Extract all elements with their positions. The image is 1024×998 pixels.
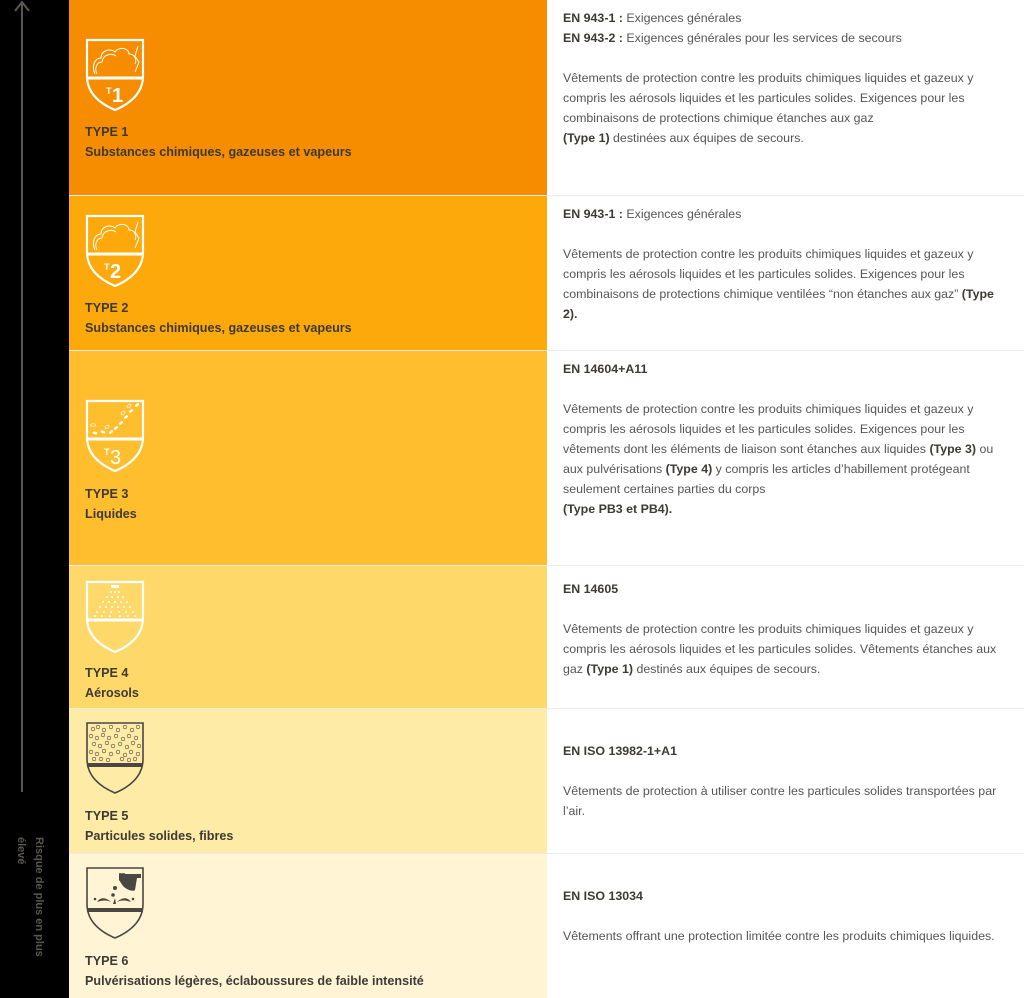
table-row-type3: [69, 350, 1024, 565]
type4-title: TYPE 4: [85, 666, 129, 680]
desc-bold: (Type 3): [929, 442, 977, 456]
standard-code: EN 943-1 :: [563, 11, 623, 25]
desc-bold: (Type 2).: [563, 287, 994, 321]
svg-text:3: 3: [110, 447, 122, 469]
desc-bold: (Type 1): [586, 662, 634, 676]
standard-code: EN ISO 13034: [563, 889, 643, 903]
axis-label: [12, 837, 48, 997]
desc-part: Vêtements de protection à utiliser contre les particules solides transportées par l’air.: [563, 784, 997, 818]
type5-name: Particules solides, fibres: [85, 829, 234, 843]
type6-cell: [69, 854, 547, 998]
description-text: [563, 781, 1008, 821]
type6-name: Pulvérisations légères, éclaboussures de faible intensité: [85, 974, 424, 988]
type2-title: TYPE 2: [85, 301, 129, 315]
type2-name: Substances chimiques, gazeuses et vapeurs: [85, 321, 352, 335]
type3-name: Liquides: [85, 507, 137, 521]
svg-text:T: T: [106, 86, 112, 96]
standard-text: Exigences générales: [622, 207, 742, 221]
svg-text:1: 1: [112, 85, 124, 107]
desc-part: Vêtements de protection contre les produits chimiques liquides et gazeux y compris les aérosols liquides et les particules solides. Exigences pour les combinaisons de protections chimique ventilées “non étanches aux gaz”: [563, 247, 974, 301]
standard-code: EN ISO 13982-1+A1: [563, 744, 677, 758]
standard-code: EN 14604+A11: [563, 362, 648, 376]
axis-label-line2: élevé: [15, 837, 27, 865]
desc-part: y compris les articles d’habillement protégeant seulement certaines parties du corps: [563, 462, 970, 496]
desc-part: destinées aux équipes de secours.: [609, 131, 804, 145]
standard-line: [563, 8, 1008, 28]
description-text: [563, 619, 1008, 679]
table-row-type5: [69, 708, 1024, 853]
type2-cell: [69, 196, 547, 350]
type5-title: TYPE 5: [85, 809, 129, 823]
type6-title: TYPE 6: [85, 954, 129, 968]
desc-part: destinés aux équipes de secours.: [633, 662, 821, 676]
type6-description: [547, 854, 1024, 998]
desc-part: Vêtements de protection contre les produits chimiques liquides et gazeux y compris les aérosols liquides et les particules solides. Exigences pour les combinaisons de protections chimique étanches aux gaz: [563, 71, 974, 125]
standard-line: [563, 28, 1008, 48]
desc-part: Vêtements offrant une protection limitée contre les produits chimiques liquides.: [563, 929, 995, 943]
description-text: [563, 244, 1008, 324]
type4-cell: [69, 566, 547, 708]
svg-text:T: T: [104, 262, 110, 272]
desc-part: ou aux pulvérisations: [563, 442, 994, 476]
description-text: [563, 399, 1008, 519]
axis-line: [21, 2, 23, 792]
standard-code: EN 943-2 :: [563, 31, 623, 45]
table-row-type2: [69, 195, 1024, 350]
standard-text: Exigences générales: [622, 11, 742, 25]
type6-label: [85, 951, 424, 991]
type1-name: Substances chimiques, gazeuses et vapeurs: [85, 145, 352, 159]
type5-cell: [69, 709, 547, 853]
shield-particles-icon: [85, 721, 145, 795]
protection-types-table: [69, 0, 1024, 998]
type4-name: Aérosols: [85, 686, 139, 700]
desc-part: Vêtements de protection contre les produits chimiques liquides et gazeux y compris les aérosols liquides et les particules solides. Exigences pour les vêtements dont les éléments de liaison sont étanches aux liquides: [563, 402, 974, 456]
type2-label: [85, 298, 352, 338]
type3-label: [85, 484, 137, 524]
shield-liquid-t3-icon: [85, 399, 145, 473]
standard-line: [563, 204, 1008, 224]
shield-gas-t1-icon: [85, 38, 145, 112]
type3-description: [547, 351, 1024, 565]
type4-label: [85, 663, 139, 703]
standard-code: EN 943-1 :: [563, 207, 623, 221]
standard-text: Exigences générales pour les services de secours: [622, 31, 902, 45]
type1-cell: [69, 0, 547, 195]
description-text: [563, 68, 1008, 148]
table-row-type1: [69, 0, 1024, 195]
table-row-type6: [69, 853, 1024, 998]
type1-description: [547, 0, 1024, 195]
type2-description: [547, 196, 1024, 350]
type3-cell: [69, 351, 547, 565]
type1-title: TYPE 1: [85, 125, 129, 139]
risk-axis: [0, 0, 69, 997]
shield-splash-icon: [85, 866, 145, 940]
desc-bold: (Type PB3 et PB4).: [563, 502, 673, 516]
type1-label: [85, 122, 352, 162]
description-text: [563, 926, 1008, 946]
table-row-type4: [69, 565, 1024, 708]
type3-title: TYPE 3: [85, 487, 129, 501]
desc-bold: (Type 4): [665, 462, 713, 476]
desc-bold: (Type 1): [563, 131, 610, 145]
svg-text:T: T: [104, 447, 110, 457]
standard-code: EN 14605: [563, 582, 619, 596]
shield-gas-t2-icon: [85, 214, 145, 288]
type5-description: [547, 709, 1024, 853]
desc-part: Vêtements de protection contre les produits chimiques liquides et gazeux y compris les aérosols liquides et les particules solides. Vêtements étanches aux gaz: [563, 622, 997, 676]
svg-text:2: 2: [110, 261, 122, 283]
type4-description: [547, 566, 1024, 708]
type5-label: [85, 806, 233, 846]
axis-label-line1: Risque de plus en plus: [33, 837, 45, 957]
shield-spray-icon: [85, 580, 145, 654]
